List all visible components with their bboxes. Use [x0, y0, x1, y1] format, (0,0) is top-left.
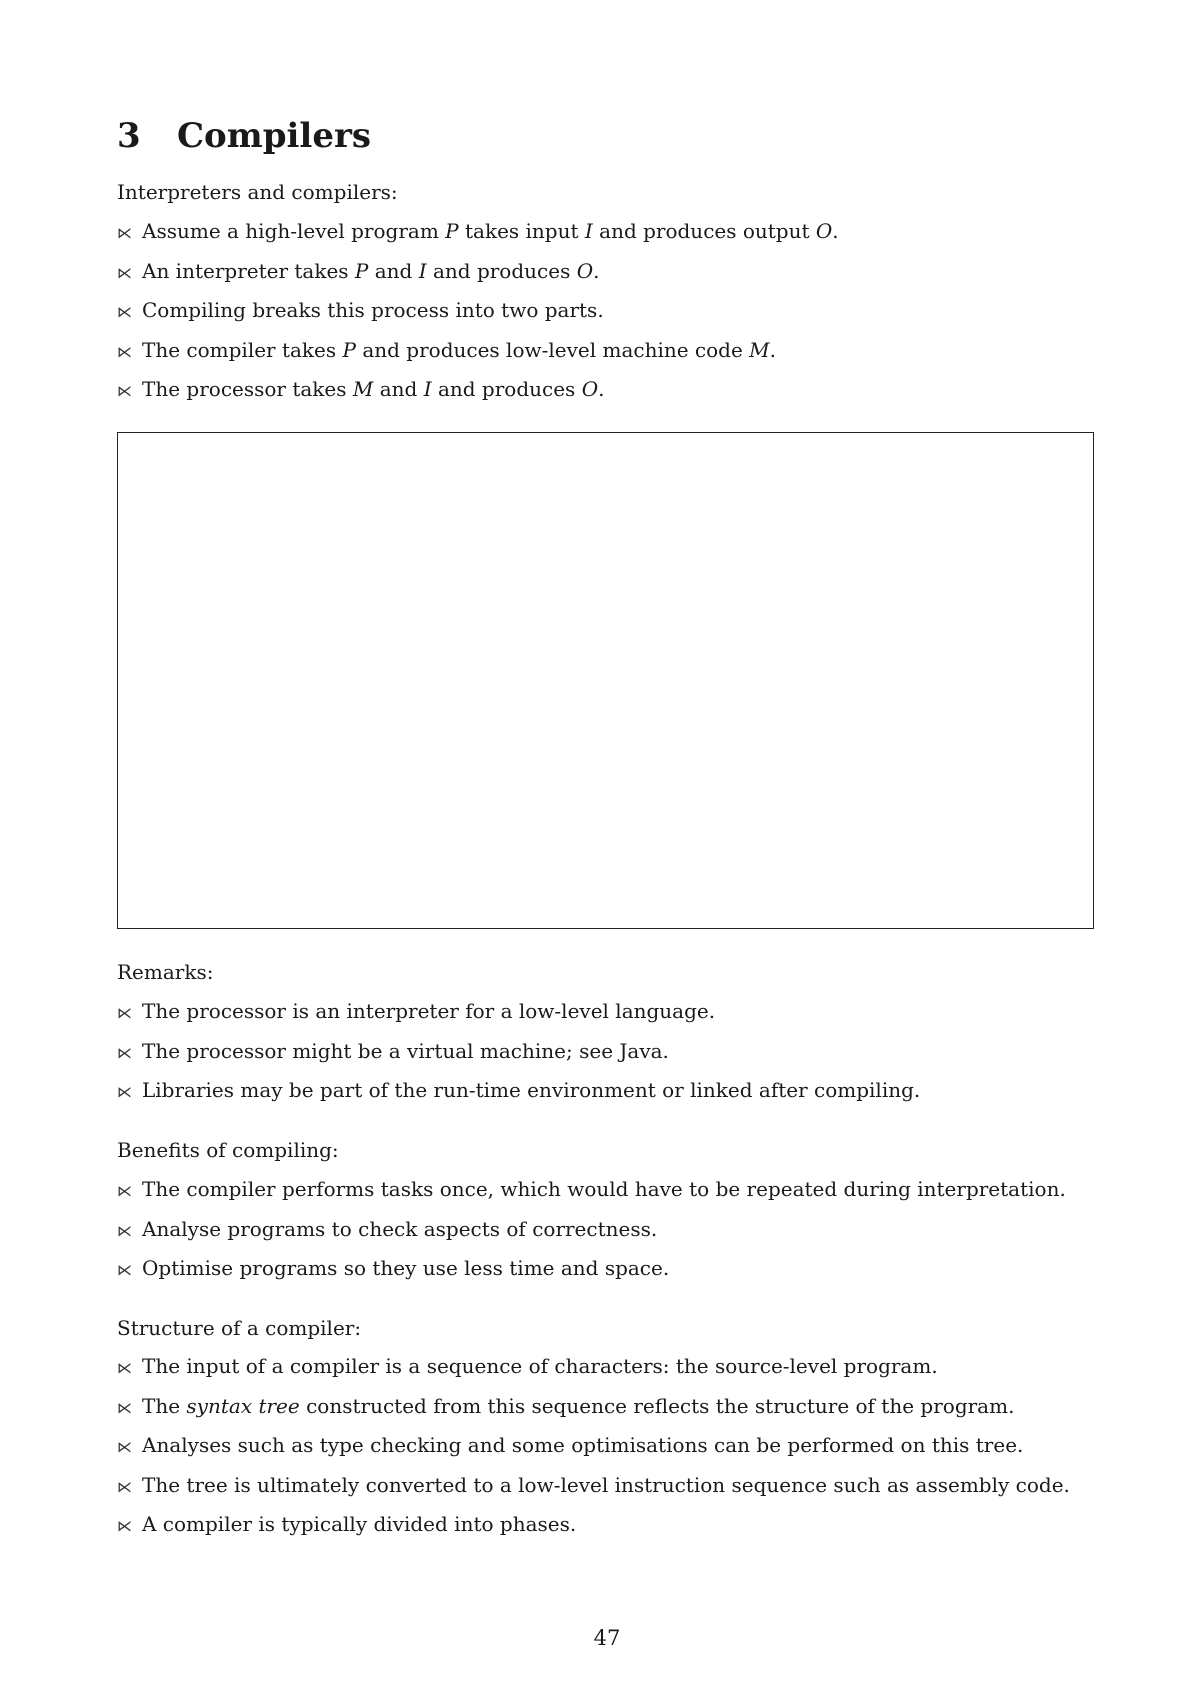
bullet-icon: ⋉: [117, 1221, 132, 1240]
bullet-icon: ⋉: [117, 224, 132, 242]
remarks-item: ⋉ The processor might be a virtual machine; see Java.: [117, 1038, 920, 1078]
intro-item: ⋉ The processor takes M and I and produces O.: [117, 376, 839, 416]
bullet-icon: ⋉: [117, 1043, 132, 1062]
bullet-icon: ⋉: [117, 1517, 132, 1535]
bullet-icon: ⋉: [117, 1261, 132, 1279]
intro-heading: Interpreters and compilers:: [117, 180, 398, 204]
page-number: 47: [593, 1626, 621, 1650]
bullet-icon: ⋉: [117, 1359, 132, 1377]
intro-list: [117, 218, 839, 416]
bullet-icon: ⋉: [117, 1398, 132, 1417]
structure-item: ⋉ A compiler is typically divided into phases.: [117, 1511, 1070, 1551]
bullet-icon: ⋉: [117, 1083, 132, 1101]
bullet-icon: ⋉: [117, 1182, 132, 1200]
structure-list: [117, 1353, 1070, 1551]
section-number: 3: [117, 116, 141, 156]
document-page: [117, 0, 1097, 1696]
bullet-icon: ⋉: [117, 342, 132, 361]
bullet-icon: ⋉: [117, 1004, 132, 1022]
bullet-icon: ⋉: [117, 263, 132, 282]
remarks-item: ⋉ The processor is an interpreter for a low-level language.: [117, 998, 920, 1038]
remarks-heading: Remarks:: [117, 960, 214, 984]
structure-item: ⋉ The tree is ultimately converted to a low-level instruction sequence such as assembly code.: [117, 1472, 1070, 1512]
remarks-item: ⋉ Libraries may be part of the run-time environment or linked after compiling.: [117, 1077, 920, 1117]
section-heading: [117, 113, 371, 159]
bullet-icon: ⋉: [117, 1477, 132, 1496]
emphasis-term: syntax tree: [186, 1393, 300, 1418]
bullet-icon: ⋉: [117, 303, 132, 321]
benefits-item: ⋉ Optimise programs so they use less time and space.: [117, 1255, 1066, 1295]
structure-item: ⋉ The input of a compiler is a sequence of characters: the source-level program.: [117, 1353, 1070, 1393]
bullet-icon: ⋉: [117, 1438, 132, 1456]
structure-item: ⋉ Analyses such as type checking and some optimisations can be performed on this tree.: [117, 1432, 1070, 1472]
benefits-list: [117, 1176, 1066, 1295]
bullet-icon: ⋉: [117, 382, 132, 400]
intro-item: ⋉ The compiler takes P and produces low-level machine code M.: [117, 337, 839, 377]
remarks-list: [117, 998, 920, 1117]
benefits-heading: Benefits of compiling:: [117, 1138, 339, 1162]
figure-placeholder-box: [117, 432, 1094, 929]
intro-item: ⋉ An interpreter takes P and I and produces O.: [117, 258, 839, 298]
intro-item: ⋉ Compiling breaks this process into two parts.: [117, 297, 839, 337]
structure-item: ⋉ The syntax tree constructed from this sequence reflects the structure of the program.: [117, 1393, 1070, 1433]
section-title: Compilers: [177, 116, 372, 156]
benefits-item: ⋉ The compiler performs tasks once, which would have to be repeated during interpretation.: [117, 1176, 1066, 1216]
structure-heading: Structure of a compiler:: [117, 1316, 362, 1340]
benefits-item: ⋉ Analyse programs to check aspects of correctness.: [117, 1216, 1066, 1256]
intro-item: ⋉ Assume a high-level program P takes input I and produces output O.: [117, 218, 839, 258]
